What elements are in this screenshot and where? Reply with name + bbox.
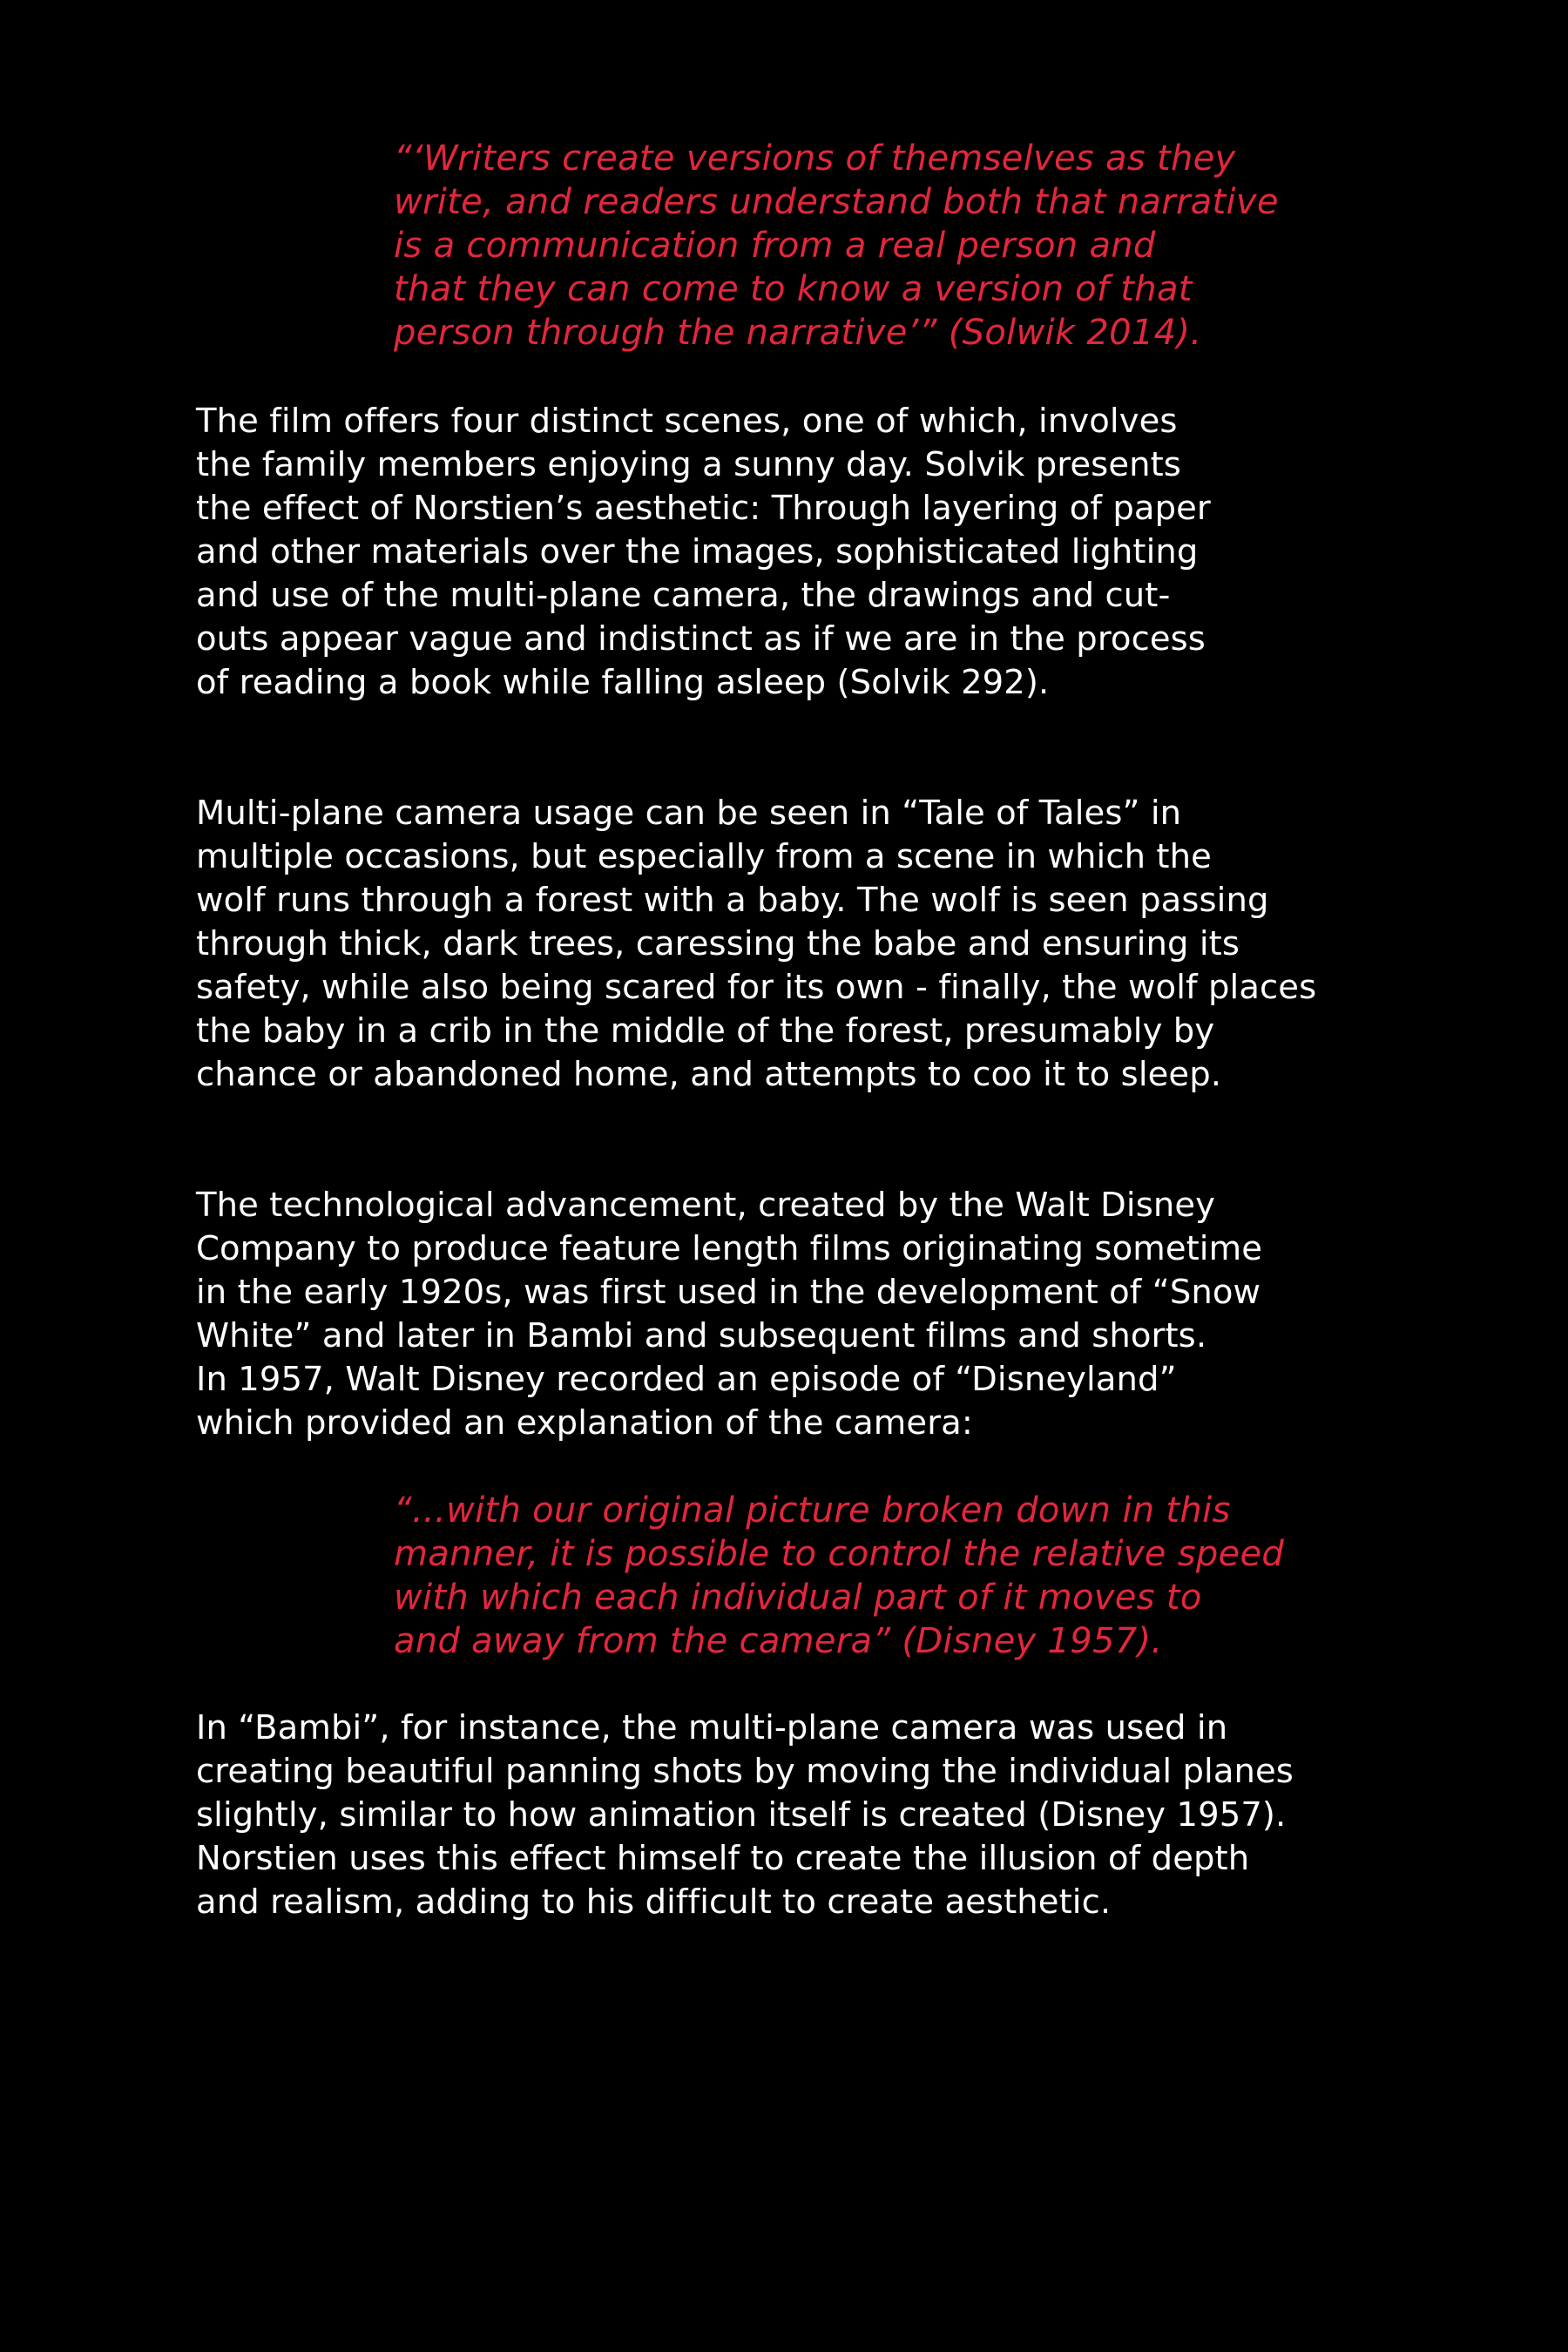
block-quote-solwik: “‘Writers create versions of themselves as they write, and readers understand both that narrative is a communication from a real person and that they can come to know a version of that person through the narrative’” (Solwik 2014). (394, 139, 1279, 353)
block-quote-disney: “...with our original picture broken down in this manner, it is possible to control the relative speed with which each individual part of it moves to and away from the camera” (Disney 1957). (394, 1490, 1285, 1661)
paragraph-tale-of-tales: Multi-plane camera usage can be seen in “Tale of Tales” in multiple occasions, but especially from a scene in which the wolf runs through a forest with a baby. The wolf is seen passing through thick, dark trees, caressing the babe and ensuring its safety, while also being scared for its own - finally, the wolf places the baby in a crib in the middle of the forest, presumably by chance or abandoned home, and attempts to coo it to sleep. (196, 794, 1317, 1094)
paragraph-disney-technology: The technological advancement, created by the Walt Disney Company to produce feature length films originating sometime in the early 1920s, was first used in the development of “Snow White” and later in Bambi and subsequent films and shorts. In 1957, Walt Disney recorded an episode of “Disneyland” which provided an explanation of the camera: (196, 1186, 1262, 1443)
paragraph-solvik-aesthetic: The film offers four distinct scenes, one of which, involves the family members enjoying a sunny day. Solvik presents the effect of Norstien’s aesthetic: Through layering of paper and other materials over the images, sophisticated lighting and use of the multi-plane camera, the drawings and cut- outs appear vague and indistinct as if we are in the process of reading a book while falling asleep (Solvik 292). (196, 402, 1211, 702)
paragraph-bambi: In “Bambi”, for instance, the multi-plane camera was used in creating beautiful panning shots by moving the individual planes slightly, similar to how animation itself is created (Disney 1957). Norstien uses this effect himself to create the illusion of depth and realism, adding to his difficult to create aesthetic. (196, 1708, 1294, 1922)
